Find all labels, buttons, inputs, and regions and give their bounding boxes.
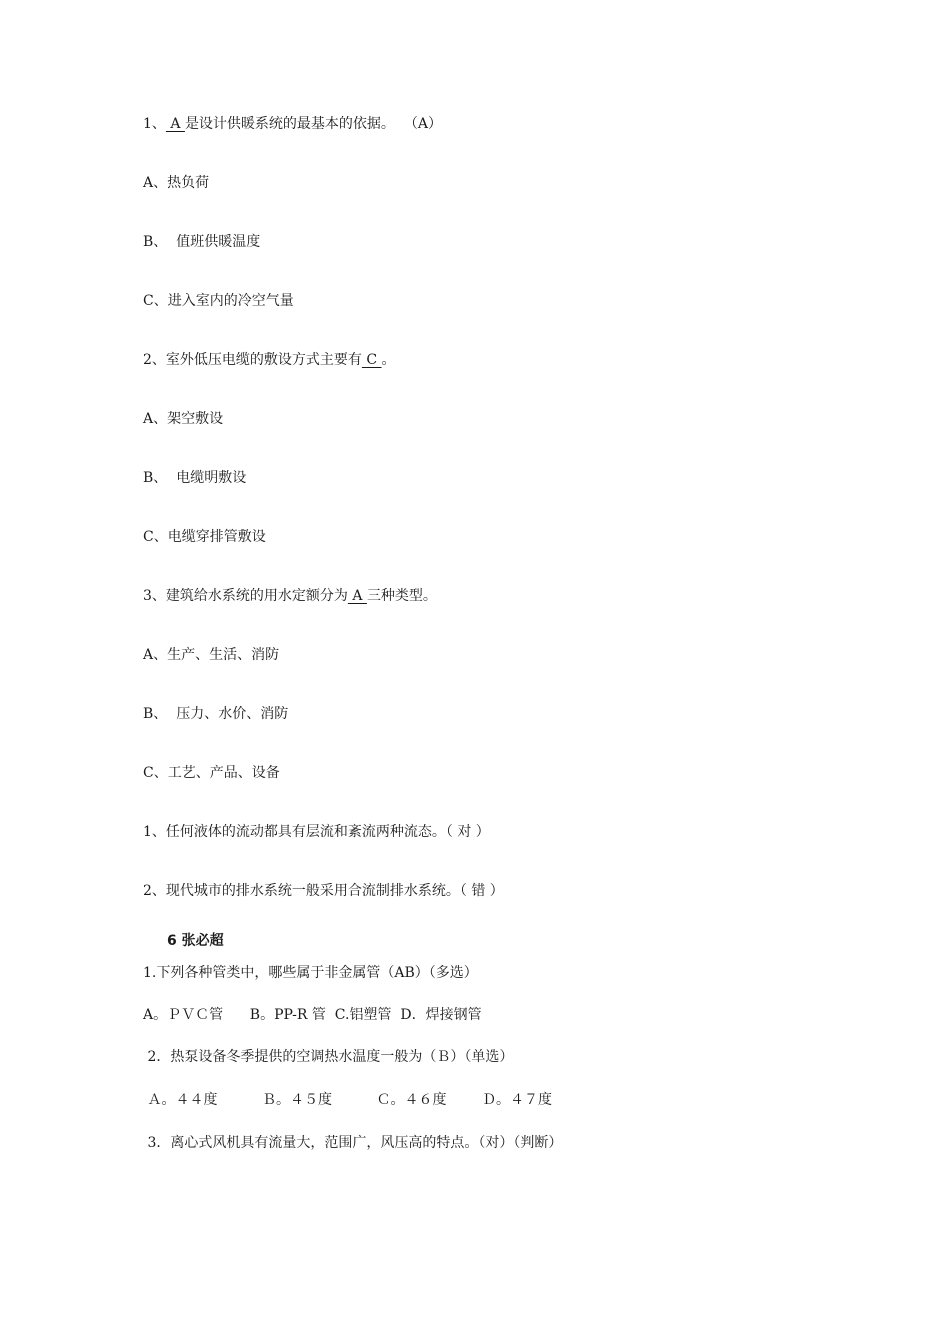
- question-2-prefix: 2、室外低压电缆的敷设方式主要有: [143, 352, 362, 368]
- mc-question-2-options: Ａ。４４度 Ｂ。４５度 Ｃ。４６度 Ｄ。４７度: [143, 1092, 553, 1108]
- question-1-prefix: 1、: [143, 116, 166, 132]
- true-false-2: 2、现代城市的排水系统一般采用合流制排水系统。（ 错 ）: [143, 883, 504, 899]
- question-3-option-a: A、生产、生活、消防: [143, 647, 280, 663]
- question-1: [143, 114, 442, 134]
- mc-question-3: 3．离心式风机具有流量大，范围广，风压高的特点。（对）（判断）: [143, 1135, 563, 1151]
- question-3-prefix: 3、建筑给水系统的用水定额分为: [143, 588, 348, 604]
- question-3-text: 三种类型。: [366, 588, 437, 604]
- mc-question-2: 2．热泵设备冬季提供的空调热水温度一般为（Ｂ）（单选）: [143, 1049, 514, 1065]
- question-2-option-b: B、 电缆明敷设: [143, 470, 247, 486]
- question-3-answer-blank: A: [347, 588, 367, 604]
- mc-question-1: 1.下列各种管类中，哪些属于非金属管（AB）（多选）: [143, 965, 478, 981]
- mc-question-1-options: A。ＰＶＣ管 B。PP-R 管 C.铝塑管 D．焊接钢管: [143, 1007, 482, 1023]
- question-3: [143, 586, 437, 606]
- question-2-text: 。: [381, 352, 396, 368]
- question-3-option-c: C、工艺、产品、设备: [143, 765, 280, 781]
- question-2-option-c: C、电缆穿排管敷设: [143, 529, 266, 545]
- question-3-option-b: B、 压力、水价、消防: [143, 706, 289, 722]
- true-false-1: 1、任何液体的流动都具有层流和紊流两种流态。（ 对 ）: [143, 824, 490, 840]
- question-2: [143, 350, 396, 370]
- question-2-answer-blank: C: [361, 352, 382, 368]
- question-1-option-c: C、进入室内的冷空气量: [143, 293, 294, 309]
- question-2-option-a: A、架空敷设: [143, 411, 224, 427]
- question-1-text: 是设计供暖系统的最基本的依据。 （A）: [184, 116, 442, 132]
- section-heading: 6 张必超: [167, 933, 224, 949]
- question-1-option-a: A、热负荷: [143, 175, 210, 191]
- question-1-option-b: B、 值班供暖温度: [143, 234, 261, 250]
- question-1-answer-blank: A: [165, 116, 185, 132]
